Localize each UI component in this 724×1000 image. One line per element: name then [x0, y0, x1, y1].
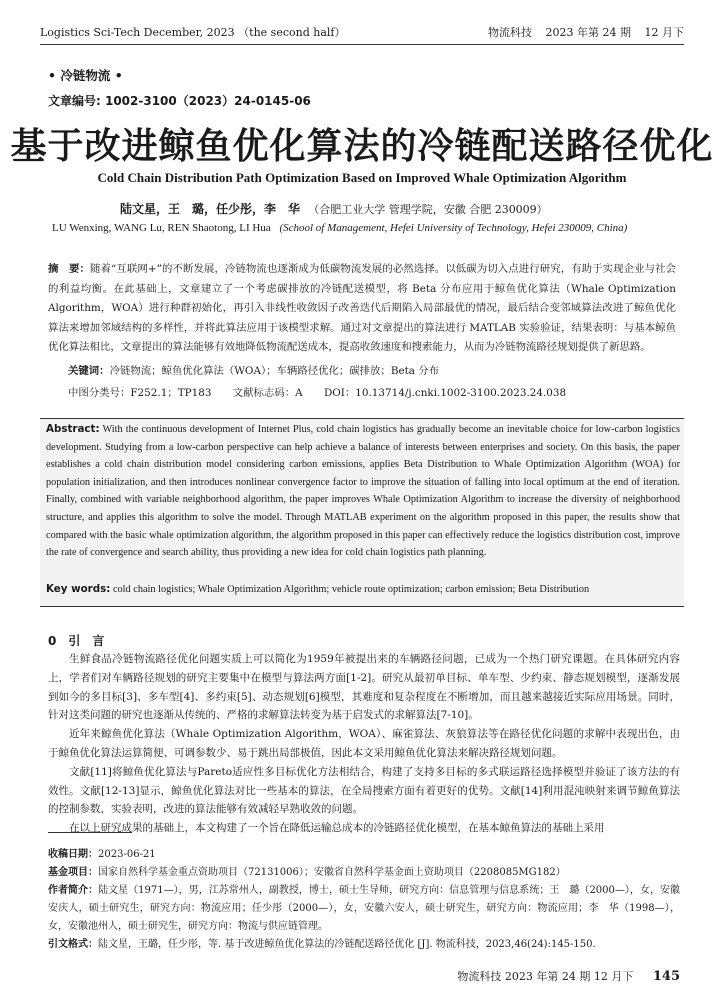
footnotes: [48, 846, 680, 954]
body-paragraph: 在以上研究成果的基础上，本文构建了一个旨在降低运输总成本的冷链路径优化模型，在基本鲸鱼算法的基础上采用: [69, 822, 605, 835]
footer-journal: 物流科技: [457, 970, 502, 983]
footnote-label: 作者简介：: [48, 885, 99, 896]
authors-chinese: [120, 200, 684, 217]
page-footer: [457, 968, 680, 984]
header-rule: [40, 44, 684, 45]
body-paragraph: 文献[11]将鲸鱼优化算法与Pareto适应性多目标优化方法相结合，构建了支持多目标的多式联运路径选择模型并验证了该方法的有效性。文献[12-13]显示，鲸鱼优化算法对比一些基本的算法，在全局搜索方面有着更好的优势。文献[14]利用混沌映射来调节鲸鱼算法的控制参数，实验表明，改进的算法能够有效减轻早熟收敛的问题。: [48, 765, 680, 816]
footnote-label: 基金项目：: [48, 867, 98, 878]
article-number: 文章编号: 1002-3100（2023）24-0145-06: [48, 94, 311, 108]
footnote-text: 国家自然科学基金重点资助项目（72131006）；安徽省自然科学基金面上资助项目（2208085MG182）: [98, 867, 566, 878]
classification-line: [68, 384, 676, 399]
footnote-label: 引文格式：: [48, 939, 98, 950]
title-chinese: 基于改进鲸鱼优化算法的冷链配送路径优化: [10, 126, 714, 167]
doi: DOI：10.13714/j.cnki.1002-3100.2023.24.038: [323, 387, 567, 399]
abstract-zh-label: 摘 要：: [48, 263, 90, 275]
running-header: [40, 24, 684, 40]
header-journal-zh: [478, 24, 684, 40]
section-tag: • 冷链物流 •: [48, 68, 123, 83]
keywords-english: [46, 583, 680, 595]
footnote-funding: [48, 864, 680, 882]
abstract-english: [46, 421, 680, 562]
keywords-chinese: [68, 362, 676, 377]
footnote-received: [48, 846, 680, 864]
footnote-authors: [48, 882, 680, 936]
abstract-zh-text: 随着“互联网+”的不断发展，冷链物流也逐渐成为低碳物流发展的必然选择。以低碳为切入点进行研究，有助于实现企业与社会的利益均衡。在此基础上，文章建立了一个考虑碳排放的冷链配送模型，将 Beta 分布应用于鲸鱼优化算法（Whale Optimization Algorithm，WOA）进行种群初始化，再引入非线性收敛因子改善迭代后期陷入局部最优的情况，最后结合变邻域算法改进了鲸鱼优化算法来增加邻域结构的多样性，并将此算法应用于该模型求解。通过对文章提出的算法进行 MATLAB 实验验证，结果表明：与基本鲸鱼优化算法相比，文章提出的算法能够有效地降低物流配送成本，提高收敛速度和搜索能力，从而为冷链物流路径规划提供了新思路。: [48, 263, 677, 353]
author-names-zh: 陆文星，王 璐，任少彤，李 华: [120, 202, 301, 216]
footnote-citation: [48, 936, 680, 954]
body-paragraph: 生鲜食品冷链物流路径优化问题实质上可以简化为1959年被提出来的车辆路径问题，已成为一个热门研究课题。在具体研究内容上，学者们对车辆路径规划的研究主要集中在模型与算法两方面[1-2]。研究从最初单目标、单车型、少约束、静态规划模型，逐渐发展到如今的多目标[3]、多车型[4]、多约束[5]、动态规划[6]模型，其难度和复杂程度在不断增加，而且越来越接近实际应用场景。同时，针对这类问题的研究也逐渐从传统的、严格的求解算法转变为基于启发式的求解算法[7-10]。: [48, 653, 680, 722]
page-number: 145: [652, 969, 680, 984]
body-text: [48, 650, 680, 838]
footer-issue: 2023 年第 24 期: [504, 970, 591, 983]
header-issue: 2023 年第 24 期: [545, 26, 631, 39]
footnote-text: 陆文星，王璐，任少彤，等. 基于改进鲸鱼优化算法的冷链配送路径优化 [J]. 物流科技，2023,46(24):145-150.: [98, 939, 596, 950]
header-month: 12 月下: [644, 26, 684, 39]
footnote-label: 收稿日期：: [48, 849, 98, 860]
title-english: Cold Chain Distribution Path Optimization Based on Improved Whale Optimization Algorithm: [97, 170, 627, 185]
abstract-en-label: Abstract:: [46, 423, 100, 435]
authors-english: [52, 222, 684, 234]
abstract-en-text: With the continuous development of Internet Plus, cold chain logistics has gradually become an inevitable choice for low-carbon logistics development. Studying from a low-carbon perspective can help achieve a balance of interests between enterprises and society. On this basis, the paper establishes a cold chain distribution model considering carbon emissions, applies Beta Distribution to Whale Optimization Algorithm (WOA) for population initialization, and then introduces nonlinear convergence factor to improve the situation of falling into local optimum at the end of iteration. Finally, combined with variable neighborhood algorithm, the paper improves Whale Optimization Algorithm to increase the diversity of neighborhood structure, and applies this algorithm to solve the model. Through MATLAB experiment on the algorithm proposed in this paper, the results show that compared with the basic whale optimization algorithm, the algorithm proposed in this paper can effectively reduce the logistics distribution cost, improve the rate of convergence and search ability, thus providing a new idea for cold chain logistics path planning.: [46, 424, 681, 559]
header-journal-en: Logistics Sci-Tech December, 2023 （the second half）: [40, 26, 346, 39]
keywords-zh-label: 关键词：: [68, 365, 110, 377]
footer-month: 12 月下: [593, 970, 634, 983]
footnote-text: 陆文星（1971—），男，江苏常州人，副教授，博士，硕士生导师，研究方向：信息管理与信息系统；王 璐（2000—），女，安徽安庆人，硕士研究生，研究方向：物流应用；任少彤（2000—），女，安徽六安人，硕士研究生，研究方向：物流应用；李 华（1998—），女，安徽池州人，硕士研究生，研究方向：物流与供应链管理。: [48, 885, 681, 932]
keywords-en-label: Key words:: [46, 583, 111, 595]
keywords-en-text: cold chain logistics; Whale Optimization Algorithm; vehicle route optimization; carbon emission; Beta Distribution: [112, 584, 590, 595]
body-paragraph: 近年来鲸鱼优化算法（Whale Optimization Algorithm，WOA）、麻雀算法、灰狼算法等在路径优化问题的求解中表现出色，由于鲸鱼优化算法运算简便、可调参数少、易于跳出局部极值，因此本文采用鲸鱼优化算法来解决路径规划问题。: [48, 728, 680, 759]
author-names-en: LU Wenxing, WANG Lu, REN Shaotong, LI Hua: [52, 222, 271, 234]
affiliation-zh: （合肥工业大学 管理学院，安徽 合肥 230009）: [308, 203, 548, 216]
affiliation-en: (School of Management, Hefei University of Technology, Hefei 230009, China): [279, 222, 628, 234]
document-code: 文献标志码：A: [232, 387, 303, 399]
class-number: 中图分类号：F252.1；TP183: [68, 387, 212, 399]
keywords-zh-text: 冷链物流；鲸鱼优化算法（WOA）；车辆路径优化；碳排放；Beta 分布: [109, 365, 440, 377]
footnote-rule: [48, 832, 132, 833]
header-journal-name: 物流科技: [488, 26, 533, 39]
abstract-chinese: [48, 260, 676, 358]
footnote-text: 2023-06-21: [98, 849, 156, 860]
section-heading-introduction: 0 引 言: [48, 634, 105, 648]
